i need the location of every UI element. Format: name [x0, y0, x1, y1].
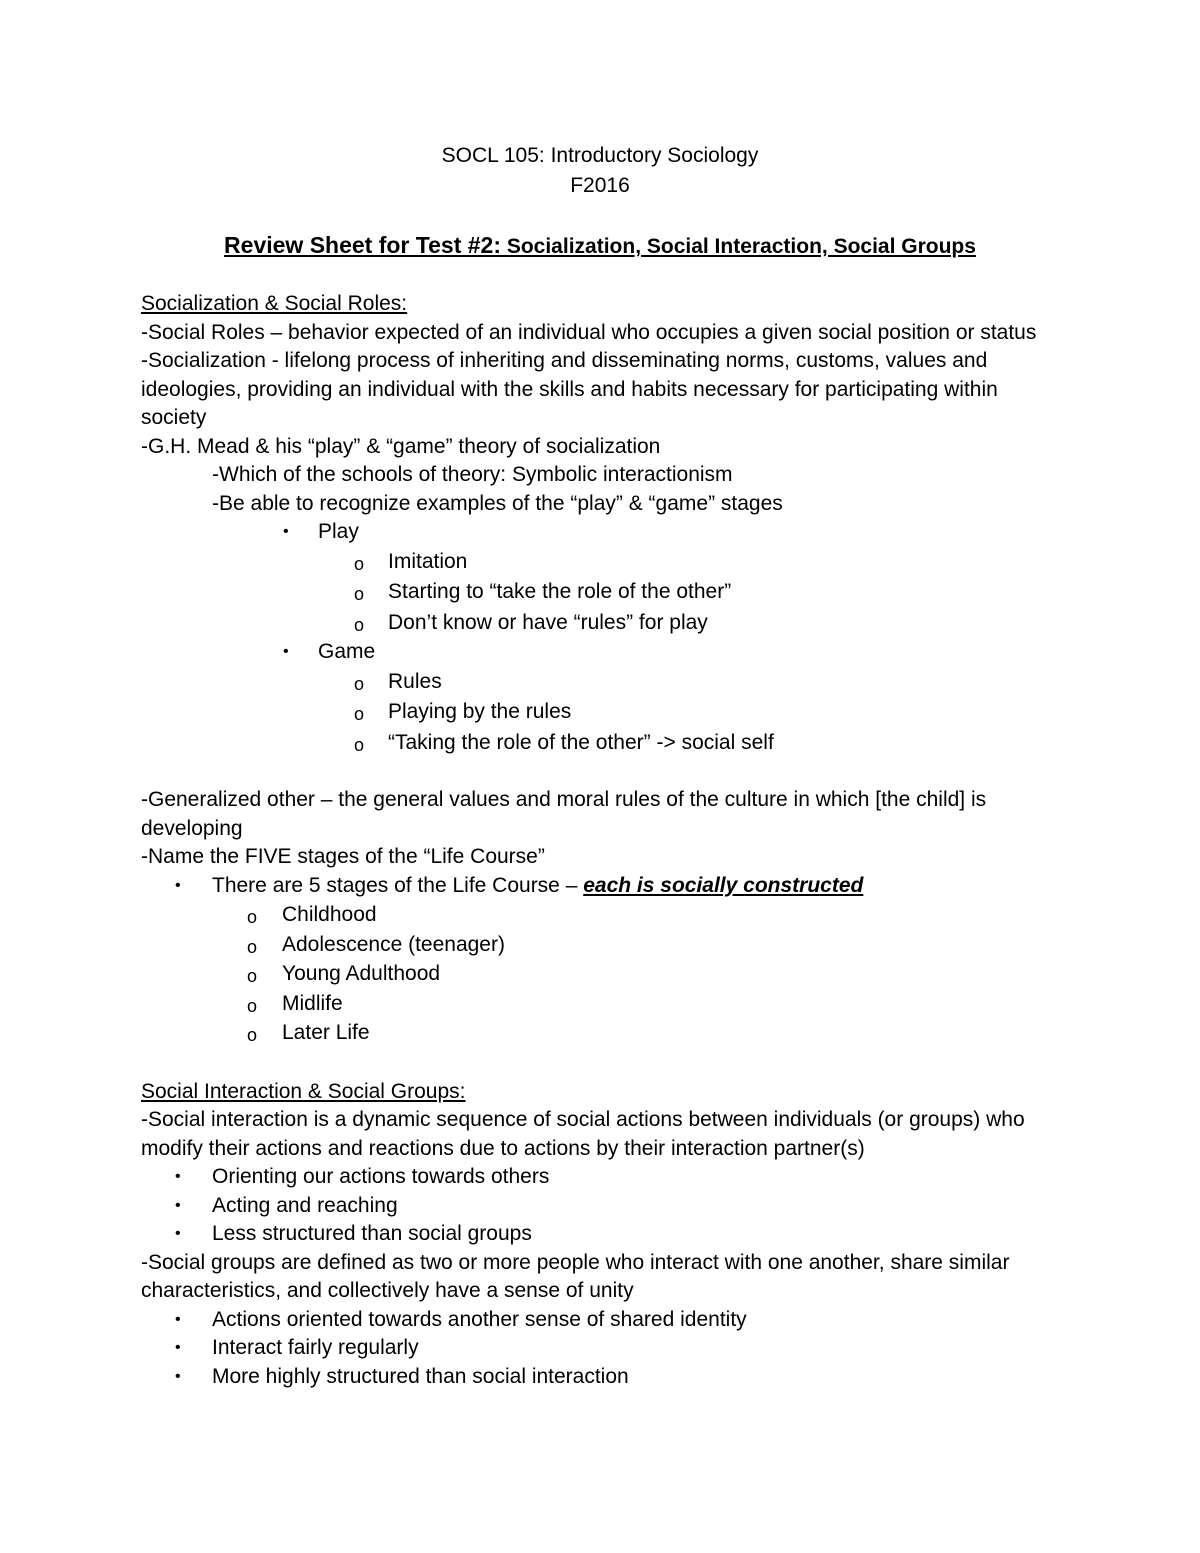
mead-theory-line: -G.H. Mead & his “play” & “game” theory of socialization [141, 434, 661, 458]
interaction-point: Less structured than social groups [212, 1222, 532, 1245]
play-item: Don’t know or have “rules” for play [388, 610, 708, 634]
review-title: Review Sheet for Test #2: [224, 232, 501, 258]
list-item [141, 518, 1061, 547]
review-subtitle: Socialization, Social Interaction, Social Groups [501, 235, 976, 258]
social-roles-definition: -Social Roles – behavior expected of an individual who occupies a given social position or status [141, 320, 1037, 344]
life-course-prompt: -Name the FIVE stages of the “Life Course” [141, 845, 545, 868]
life-course-emphasis: each is socially constructed [583, 873, 864, 897]
play-label: Play [318, 520, 359, 543]
life-course-stage: Childhood [282, 903, 377, 926]
life-course-stage: Midlife [282, 991, 343, 1015]
list-item [141, 609, 1061, 638]
circle-marker: o [247, 1025, 258, 1045]
bullet-marker: • [283, 523, 289, 540]
list-item [141, 729, 1061, 758]
generalized-other-definition: -Generalized other – the general values and moral rules of the culture in which [the child] is developing [141, 788, 987, 840]
bullet-marker: • [175, 1310, 181, 1328]
review-sheet-title [0, 231, 1200, 261]
list-item [141, 960, 1061, 989]
circle-marker: o [247, 936, 258, 957]
game-label: Game [318, 640, 376, 663]
game-item: Playing by the rules [388, 700, 572, 723]
interaction-point: Acting and reaching [212, 1193, 398, 1217]
life-course-stage: Later Life [282, 1021, 370, 1044]
circle-marker: o [354, 673, 365, 694]
bullet-marker: • [175, 1196, 181, 1214]
list-item [141, 1019, 1061, 1048]
spacer [141, 757, 1061, 786]
bullet-marker: • [175, 1168, 181, 1185]
circle-marker: o [354, 614, 365, 635]
interaction-point: Orienting our actions towards others [212, 1165, 550, 1188]
list-item [141, 1192, 1061, 1221]
list-item [141, 638, 1061, 667]
spacer [141, 1048, 1061, 1078]
list-item [141, 1334, 1061, 1363]
section-heading-interaction: Social Interaction & Social Groups: [141, 1079, 466, 1103]
list-item [141, 1306, 1061, 1335]
bullet-marker: • [175, 876, 181, 894]
list-item [141, 548, 1061, 577]
circle-marker: o [354, 704, 365, 724]
section-heading-socialization: Socialization & Social Roles: [141, 292, 408, 315]
groups-point: Actions oriented towards another sense of shared identity [212, 1307, 747, 1331]
bullet-marker: • [175, 1367, 181, 1385]
list-item [141, 1163, 1061, 1192]
list-item [141, 931, 1061, 960]
list-item [141, 1220, 1061, 1249]
course-title: SOCL 105: Introductory Sociology [441, 144, 759, 167]
game-item: Rules [388, 669, 442, 693]
play-item: Starting to “take the role of the other” [388, 580, 732, 603]
circle-marker: o [354, 553, 365, 574]
list-item [141, 698, 1061, 727]
list-item [141, 1363, 1061, 1392]
socialization-definition: -Socialization - lifelong process of inheriting and disseminating norms, customs, values and ideologies, providing an individual with the skills and habits necessary for participating within society [141, 349, 998, 429]
schools-of-theory-line: -Which of the schools of theory: Symbolic interactionism [212, 463, 733, 486]
list-item [141, 578, 1061, 607]
list-item [141, 668, 1061, 697]
bullet-marker: • [283, 643, 289, 660]
life-course-intro: There are 5 stages of the Life Course – [212, 873, 584, 897]
life-course-stage: Young Adulthood [282, 962, 441, 985]
life-course-stage: Adolescence (teenager) [282, 932, 505, 956]
document-body [141, 290, 1061, 1391]
play-item: Imitation [388, 549, 468, 573]
bullet-marker: • [175, 1339, 181, 1356]
groups-point: Interact fairly regularly [212, 1336, 419, 1359]
circle-marker: o [247, 966, 258, 986]
social-interaction-definition: -Social interaction is a dynamic sequence of social actions between individuals (or groups) who modify their actions and reactions due to actions by their interaction partner(s) [141, 1108, 1025, 1160]
groups-point: More highly structured than social interaction [212, 1364, 629, 1388]
list-item [141, 901, 1061, 930]
circle-marker: o [354, 584, 365, 604]
recognize-examples-line: -Be able to recognize examples of the “play” & “game” stages [212, 491, 783, 515]
circle-marker: o [247, 995, 258, 1016]
bullet-marker: • [175, 1225, 181, 1242]
list-item [141, 990, 1061, 1019]
social-groups-definition: -Social groups are defined as two or more people who interact with one another, share similar characteristics, and collectively have a sense of unity [141, 1250, 1010, 1302]
game-item: “Taking the role of the other” -> social self [388, 730, 774, 754]
circle-marker: o [247, 907, 258, 927]
circle-marker: o [354, 734, 365, 755]
term-label: F2016 [570, 174, 630, 197]
list-item [141, 872, 1061, 901]
